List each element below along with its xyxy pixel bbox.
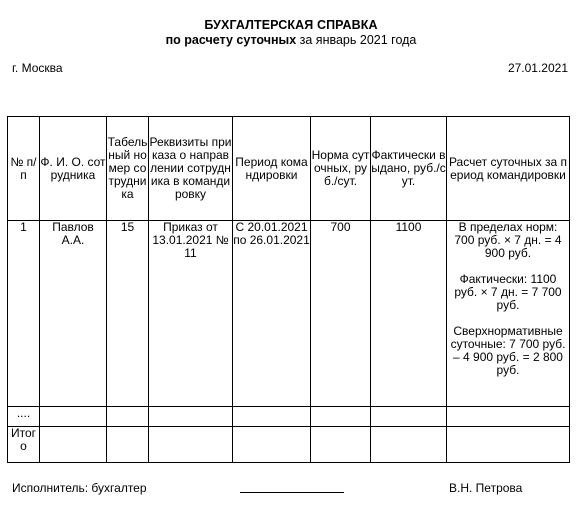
calc-excess: Сверхнормативные суточные: 7 700 руб. – 4 900 руб. = 2 800 руб. (450, 324, 566, 377)
row-fio: Павлов А.А. (40, 221, 107, 407)
document-date: 27.01.2021 (507, 61, 568, 75)
header-period: Период командировки (233, 117, 311, 221)
row-num: 1 (8, 221, 40, 407)
total-label: Итого (8, 427, 40, 463)
ellipsis-cell: .... (8, 407, 40, 427)
table-row (8, 221, 570, 407)
table-row-total (8, 427, 570, 463)
row-order: Приказ от 13.01.2021 № 11 (149, 221, 233, 407)
per-diem-table (7, 116, 570, 463)
row-paid: 1100 (371, 221, 447, 407)
subtitle-rest: за январь 2021 года (299, 33, 417, 47)
signature-line (240, 492, 344, 493)
row-calc (447, 221, 570, 407)
header-order: Реквизиты приказа о направлении сотрудника в командировку (149, 117, 233, 221)
row-tab: 15 (107, 221, 149, 407)
subtitle-bold: по расчету суточных (165, 33, 297, 47)
header-tab-number: Табельный номер сотрудника (107, 117, 149, 221)
header-num: № п/п (8, 117, 40, 221)
calc-within-norm: В пределах норм: 700 руб. × 7 дн. = 4 900 руб. (454, 220, 562, 260)
header-fio: Ф. И. О. сотрудника (40, 117, 107, 221)
calc-actual: Фактически: 1100 руб. × 7 дн. = 7 700 руб. (454, 272, 562, 312)
header-paid: Фактически выдано, руб./сут. (371, 117, 447, 221)
table-row-ellipsis (8, 407, 570, 427)
header-norm: Норма суточных, руб./сут. (311, 117, 371, 221)
executor-name: В.Н. Петрова (449, 481, 523, 495)
row-norm: 700 (311, 221, 371, 407)
header-calc: Расчет суточных за период командировки (447, 117, 570, 221)
document-title: БУХГАЛТЕРСКАЯ СПРАВКА (204, 18, 378, 32)
row-period: С 20.01.2021 по 26.01.2021 (233, 221, 311, 407)
city: г. Москва (12, 61, 63, 75)
document-subtitle (0, 33, 582, 47)
executor-label: Исполнитель: бухгалтер (12, 481, 147, 495)
header-row (8, 117, 570, 221)
